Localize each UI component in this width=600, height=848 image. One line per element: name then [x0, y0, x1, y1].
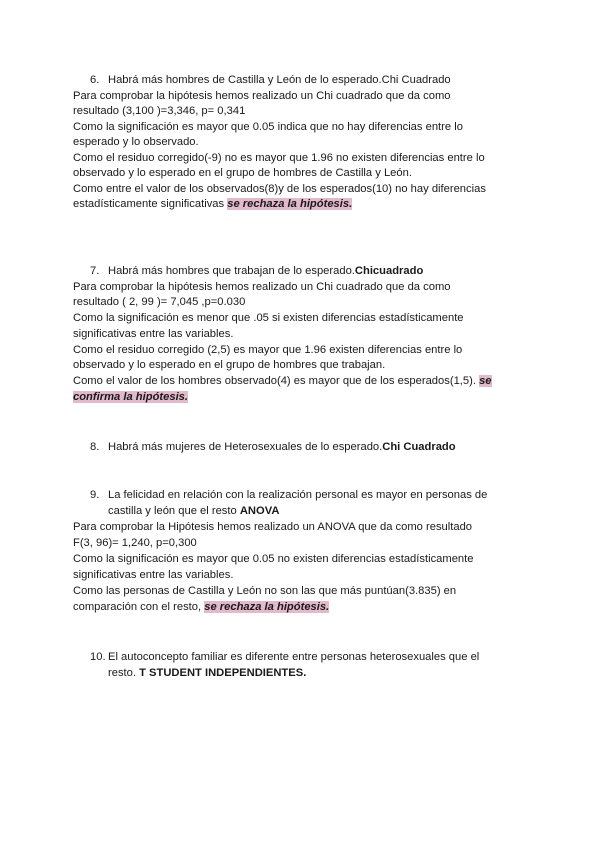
- item-number: 7.: [90, 265, 100, 277]
- paragraph-line: resultado ( 2, 99 )= 7,045 ,p=0.030: [73, 296, 246, 308]
- paragraph-line: F(3, 96)= 1,240, p=0,300: [73, 537, 197, 549]
- paragraph-line: Como el residuo corregido(-9) no es mayor que 1.96 no existen diferencias entre lo: [73, 152, 485, 164]
- conclusion-line: [73, 390, 188, 404]
- test-name: ANOVA: [239, 505, 280, 517]
- conclusion-line: estadísticamente significativas se rechaza la hipótesis.: [73, 198, 353, 210]
- paragraph-line: observado y lo esperado en el grupo de hombres de Castilla y León.: [73, 167, 412, 179]
- conclusion-highlight: se rechaza la hipótesis.: [204, 601, 330, 613]
- test-name: Chi Cuadrado: [382, 441, 456, 453]
- item-heading: Habrá más hombres que trabajan de lo esperado.Chicuadrado: [108, 265, 424, 277]
- item-heading: El autoconcepto familiar es diferente entre personas heterosexuales que el: [108, 651, 480, 663]
- item-number: 6.: [90, 74, 100, 86]
- paragraph-line: Para comprobar la hipótesis hemos realizado un Chi cuadrado que da como: [73, 90, 451, 102]
- paragraph-line: Como la significación es mayor que 0.05 no existen diferencias estadísticamente: [73, 553, 474, 565]
- paragraph-line: esperado y lo observado.: [73, 136, 199, 148]
- paragraph-line: observado y lo esperado en el grupo de hombres que trabajan.: [73, 359, 386, 371]
- paragraph-line: Como las personas de Castilla y León no son las que más puntúan(3.835) en: [73, 585, 457, 597]
- paragraph-line: Como entre el valor de los observados(8)y de los esperados(10) no hay diferencias: [73, 183, 486, 195]
- item-number: 10.: [90, 651, 106, 663]
- item-number: 9.: [90, 489, 100, 501]
- test-name: Chi Cuadrado: [381, 74, 451, 86]
- paragraph-line: resultado (3,100 )=3,346, p= 0,341: [73, 105, 246, 117]
- item-heading: La felicidad en relación con la realización personal es mayor en personas de: [108, 489, 488, 501]
- paragraph-line: significativas entre las variables.: [73, 569, 234, 581]
- test-name: T STUDENT INDEPENDIENTES.: [139, 667, 307, 679]
- conclusion-highlight: se: [479, 375, 492, 387]
- conclusion-line: Como el valor de los hombres observado(4) es mayor que de los esperados(1,5). se: [73, 375, 492, 387]
- item-heading-cont: resto. T STUDENT INDEPENDIENTES.: [108, 667, 307, 679]
- paragraph-line: significativas entre las variables.: [73, 328, 234, 340]
- item-heading: Habrá más mujeres de Heterosexuales de lo esperado.Chi Cuadrado: [108, 441, 456, 453]
- conclusion-line: comparación con el resto, se rechaza la hipótesis.: [73, 601, 330, 613]
- paragraph-line: Como la significación es mayor que 0.05 indica que no hay diferencias entre lo: [73, 121, 463, 133]
- conclusion-highlight: se rechaza la hipótesis.: [227, 198, 353, 210]
- item-number: 8.: [90, 441, 100, 453]
- item-heading-cont: castilla y león que el resto ANOVA: [108, 505, 280, 517]
- paragraph-line: Para comprobar la hipótesis hemos realizado un Chi cuadrado que da como: [73, 281, 451, 293]
- item-heading: Habrá más hombres de Castilla y León de lo esperado.Chi Cuadrado: [108, 74, 451, 86]
- paragraph-line: Como la significación es menor que .05 si existen diferencias estadísticamente: [73, 312, 464, 324]
- paragraph-line: Para comprobar la Hipótesis hemos realizado un ANOVA que da como resultado: [73, 521, 473, 533]
- paragraph-line: Como el residuo corregido (2,5) es mayor que 1.96 existen diferencias entre lo: [73, 344, 463, 356]
- conclusion-highlight: confirma la hipótesis.: [73, 391, 189, 403]
- test-name: Chicuadrado: [354, 265, 424, 277]
